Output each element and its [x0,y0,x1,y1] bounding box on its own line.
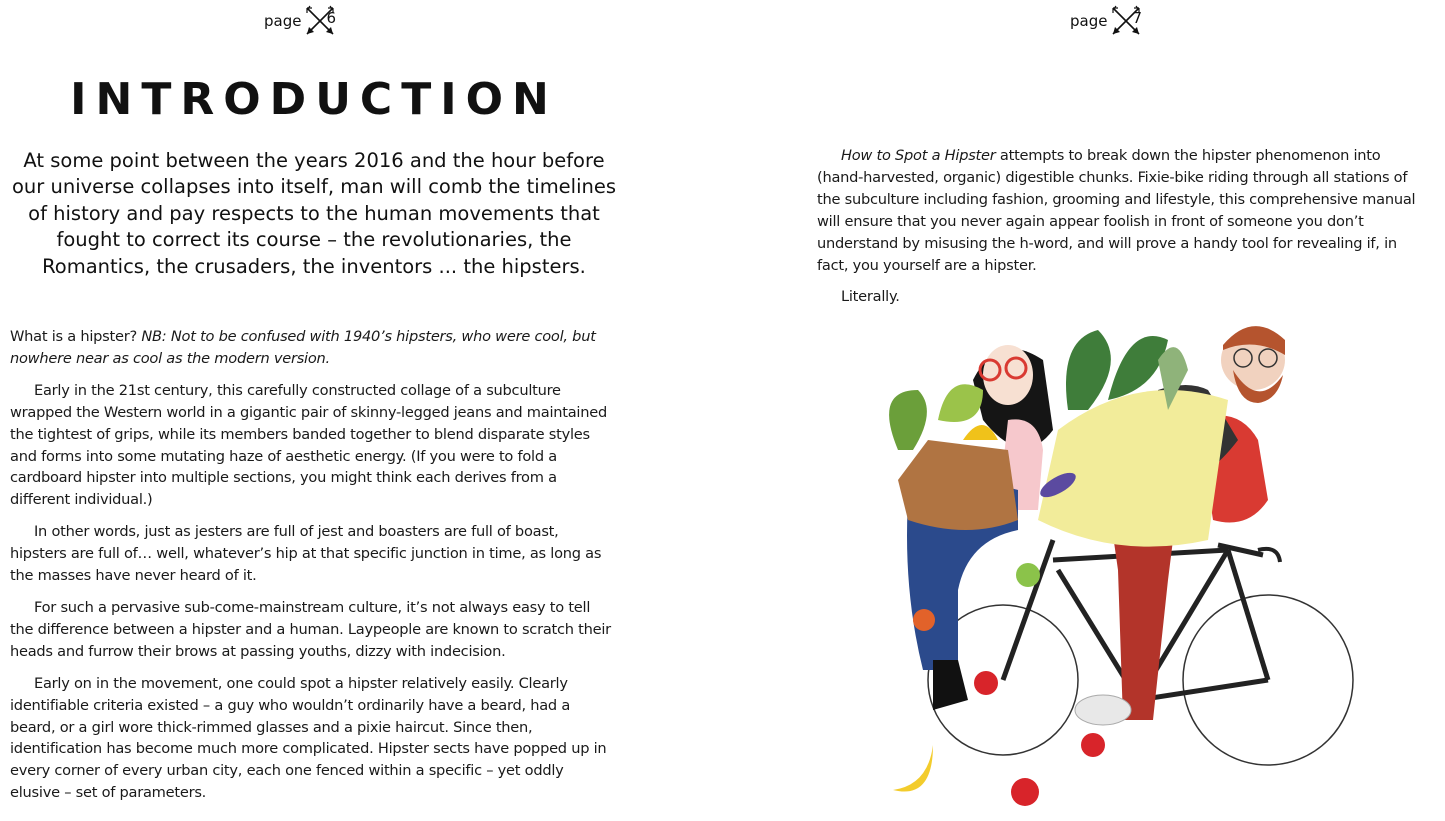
lead-paragraph: At some point between the years 2016 and the hour before our universe collapses into itself, man will comb the timelines of history and pay respects to the human movements that fought to correct its course – the revolutionaries, the Romantics, the crusaders, the inventors ... the hipsters. [11,149,617,278]
question-note: NB: Not to be confused with 1940’s hipsters, who were cool, but nowhere near as cool as the modern version. [10,328,596,367]
body-paragraph-3: For such a pervasive sub-come-mainstream culture, it’s not always easy to tell the difference between a hipster and a human. Laypeople are known to scratch their heads and furrow their brows at passing youths, dizzy with indecision. [10,598,611,660]
red-apple [1081,733,1105,757]
right-body-text [817,145,1427,318]
crossed-arrows-icon [1109,4,1147,38]
book-title: How to Spot a Hipster [841,147,996,164]
page-word: page [1070,12,1108,30]
intro-paragraph [817,145,1427,276]
page-number-right [1070,4,1147,38]
question-paragraph [10,326,616,370]
orange [913,609,935,631]
chapter-title: INTRODUCTION [70,74,558,125]
green-apple [1016,563,1040,587]
closing-line: Literally. [841,288,900,306]
banana [893,745,933,792]
crossed-arrows-icon [303,4,341,38]
body-paragraph-1: Early in the 21st century, this carefully constructed collage of a subculture wrapped the Western world in a gigantic pair of skinny-legged jeans and maintained the tightest of grips, while its members banded together to blend disparate styles and forms into some mutating haze of aesthetic energy. (If you were to fold a cardboard hipster into multiple sections, you might think each derives from a different individual.) [10,381,607,509]
page-number: 6 [326,9,337,27]
left-body-text [10,326,616,814]
page-number: 7 [1132,9,1143,27]
body-paragraph-2: In other words, just as jesters are full of jest and boasters are full of boast, hipsters are full of… well, whatever’s hip at that specific junction in time, as long as the masses have never heard of it. [10,523,602,585]
body-paragraph-4: Early on in the movement, one could spot a hipster relatively easily. Clearly identifiable criteria existed – a guy who wouldn’t ordinarily have a beard, had a beard, or a girl wore thick-rimmed glasses and a pixie haircut. Since then, identification has become much more complicated. Hipster sects have popped up in every corner of every urban city, each one fenced within a specific – yet oddly elusive – set of parameters. [10,674,607,802]
grocery-bags [889,330,1228,547]
intro-text: attempts to break down the hipster phenomenon into (hand-harvested, organic) digestible chunks. Fixie-bike riding through all stations of the subculture including fashion, grooming and lifestyle, this comprehensive manual will ensure that you never again appear foolish in front of someone you don’t understand by misusing the h-word, and will prove a handy tool for revealing if, in fact, you yourself are a hipster. [817,147,1416,274]
page-word: page [264,12,302,30]
red-apple [974,671,998,695]
page-number-left [264,4,341,38]
question: What is a hipster? [10,328,142,345]
hipster-couple-on-bicycle-illustration [868,300,1378,821]
sneaker [1075,695,1131,725]
red-apple [1011,778,1039,806]
